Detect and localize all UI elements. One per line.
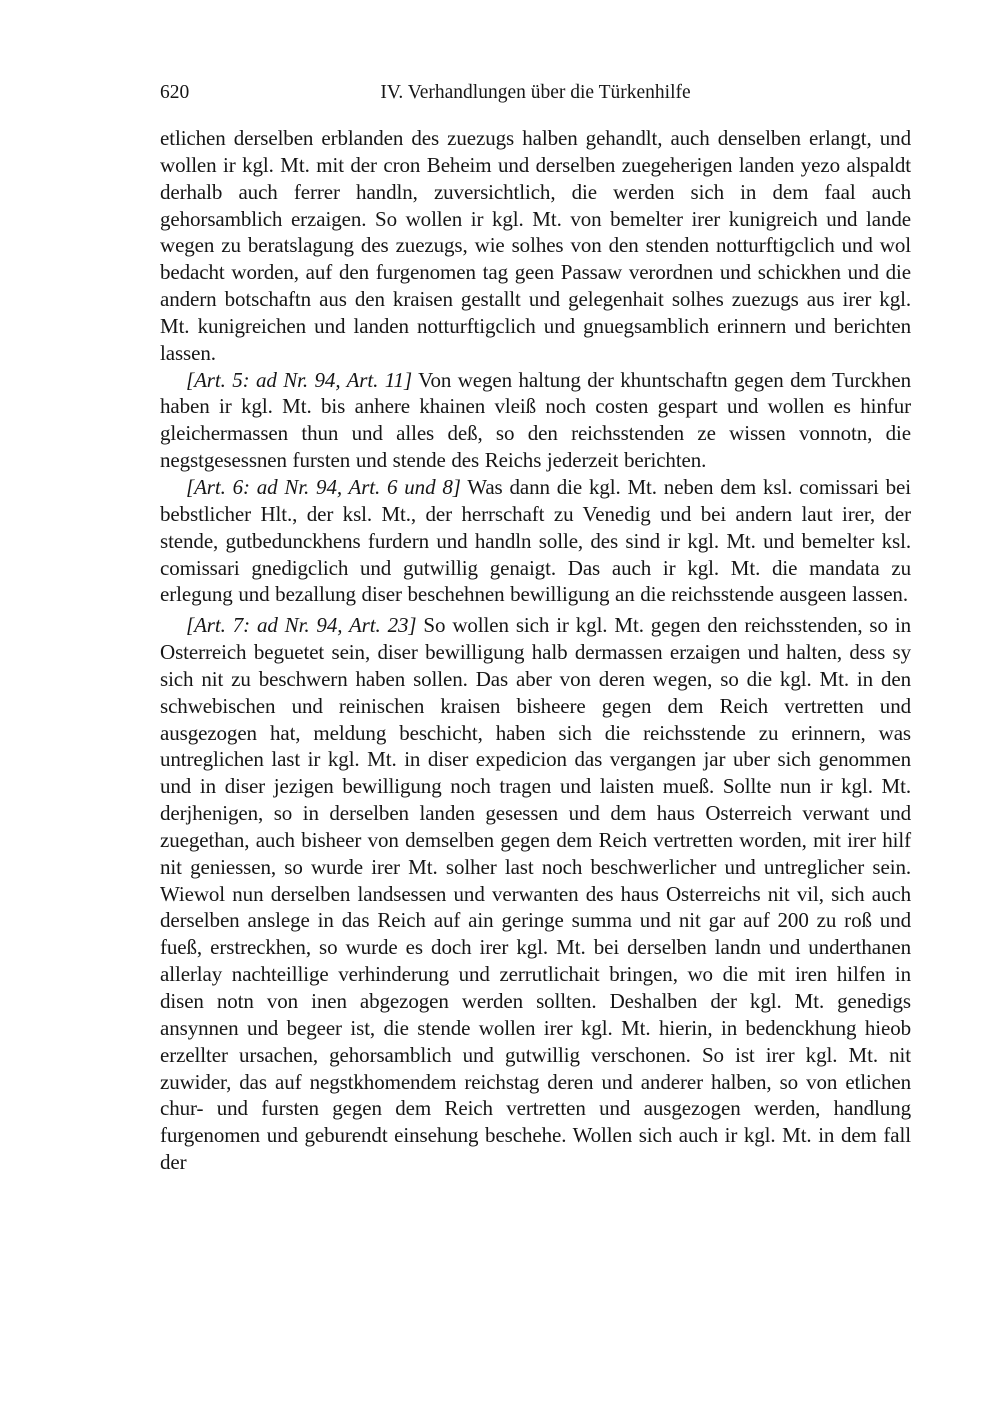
page-number: 620 xyxy=(160,82,190,103)
paragraph-continuation xyxy=(160,125,911,367)
article-label-art-7: [Art. 7: ad Nr. 94, Art. 23] xyxy=(186,613,417,638)
paragraph-art-6 xyxy=(160,474,911,608)
paragraph-text: etlichen derselben erblanden des zuezugs halben gehandlt, auch denselben erlangt, und wollen ir kgl. Mt. mit der cron Beheim und derselben zuegeherigen landen yezo alspaldt derhalb auch ferrer handln, zuversichtlich, die werden sich in dem faal auch gehorsamblich erzaigen. So wollen ir kgl. Mt. von bemelter irer kunigreich und lande wegen zu beratslagung des zuezugs, wie solhes von den stenden notturftigclich und wol bedacht worden, auf den furgenomen tag geen Passaw verordnen und schickhen und die andern botschaftn aus den kraisen gestallt und gelegenhait solhes zuezugs aus irer kgl. Mt. kunigreichen und landen notturftigclich und gnuegsamblich erinnern und berichten lassen. xyxy=(160,126,911,365)
running-header-title: IV. Verhandlungen über die Türkenhilfe xyxy=(380,82,691,103)
text-block xyxy=(160,82,911,1176)
page-header xyxy=(160,82,911,104)
paragraph-text: Von wegen haltung der khuntschaftn gegen dem Turckhen haben ir kgl. Mt. bis anhere khainen vleiß noch costen gespart und wollen es hinfur gleichermassen thun und alles deß, so den reichsstenden ze wissen vonnotn, die negstgesessnen fursten und stende des Reichs jederzeit berichten. xyxy=(160,367,911,473)
paragraph-art-5 xyxy=(160,367,911,474)
article-label-art-6: [Art. 6: ad Nr. 94, Art. 6 und 8] xyxy=(186,474,461,499)
paragraph-text: So wollen sich ir kgl. Mt. gegen den reichsstenden, so in Osterreich beguetet sein, diser bewilligung halb dermassen erzaigen und halten, dess sy sich nit zu beschwern haben sollen. Das aber von deren wegen, so die kgl. Mt. in den schwebischen und reinischen kraisen bisheere gegen dem Reich vertretten und ausgezogen hat, meldung beschicht, haben sich die reichsstende zu erinnern, was untreglichen last ir kgl. Mt. in diser expedicion das vergangen jar uber sich genommen und in diser jezigen bewilligung noch tragen und laisten mueß. Sollte nun ir kgl. Mt. derjhenigen, so in derselben landen gesessen und dem haus Osterreich verwant und zuegethan, auch bisheer von demselben gegen dem Reich vertretten worden, mit irer hilf nit geniessen, so wurde irer Mt. solher last noch beschwerlicher und untreglicher sein. Wiewol nun derselben landsessen und verwanten des haus Osterreichs nit vil, sich auch derselben anslege in das Reich auf ain geringe summa und nit gar auf 200 zu roß und fueß, erstreckhen, so wurde es doch irer kgl. Mt. bei derselben landn und underthanen allerlay nachteillige verhinderung und zerrutlichait bringen, wo die mit iren hilfen in disen notn von inen abgezogen werden sollten. Deshalben der kgl. Mt. genedigs ansynnen und begeer ist, die stende wollen irer kgl. Mt. hierin, in bedenckhung hieob erzellter ursachen, gehorsamblich und gutwillig verschonen. So ist irer kgl. Mt. nit zuwider, das auf negstkhomendem reichstag deren und anderer halben, so von etlichen chur- und fursten gegen dem Reich vertretten und ausgezogen werden, handlung furgenomen und geburendt einsehung beschehe. Wollen sich auch ir kgl. Mt. in dem fall der xyxy=(160,613,911,1175)
article-label-art-5: [Art. 5: ad Nr. 94, Art. 11] xyxy=(186,367,413,392)
paragraph-art-7 xyxy=(160,612,911,1176)
body-text xyxy=(160,125,911,1176)
paragraph-text: Was dann die kgl. Mt. neben dem ksl. comissari bei bebstlicher Hlt., der ksl. Mt., der herrschaft zu Venedig und bei andern laut irer, der stende, gutbedunckhens furdern und handln solle, des sind ir kgl. Mt. und bemelter ksl. comissari gnedigclich und gutwillig genaigt. Das auch ir kgl. Mt. die mandata zu erlegung und bezallung diser beschehnen bewilligung an die reichsstende ausgeen lassen. xyxy=(160,474,911,607)
